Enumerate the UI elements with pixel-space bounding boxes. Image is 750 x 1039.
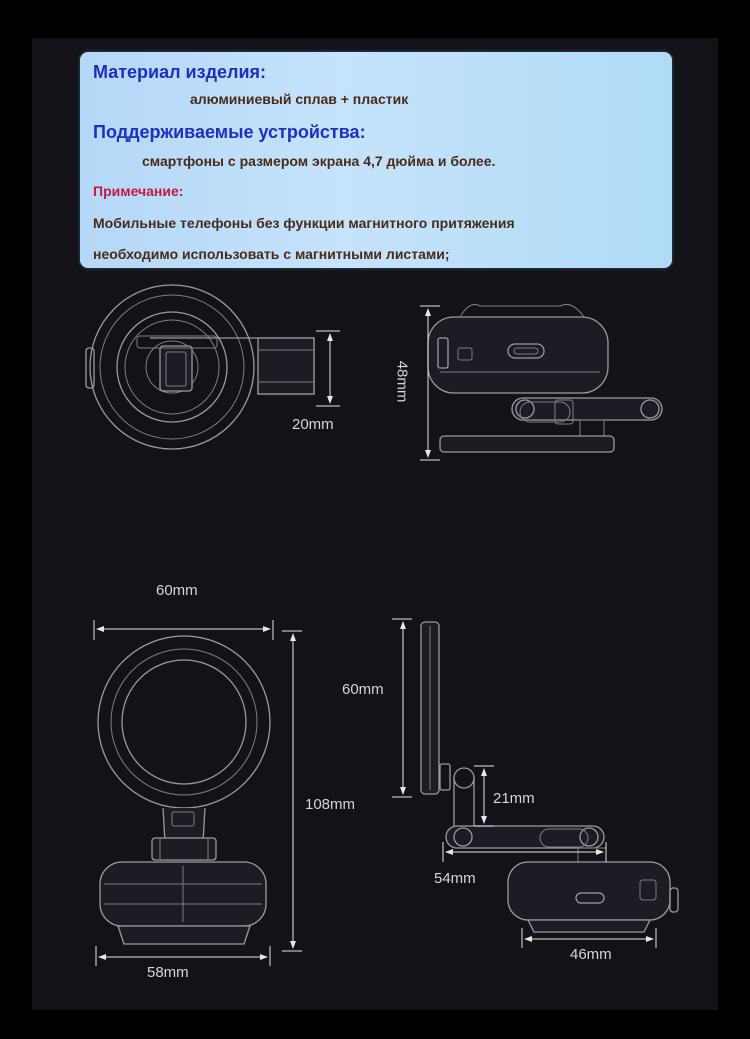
dim-label-front-base-width: 58mm [147, 964, 189, 981]
dim-label-side-height: 48mm [393, 360, 411, 403]
dim-label-profile-plate-height: 60mm [342, 681, 384, 698]
dim-label-top-width: 20mm [292, 416, 334, 433]
dim-label-profile-arm-length: 54mm [434, 870, 476, 887]
note-line-1: Мобильные телефоны без функции магнитного притяжения [93, 215, 515, 231]
front-view-dim-58mm [96, 946, 270, 966]
profile-view-dim-21mm [474, 766, 494, 826]
note-line-2: необходимо использовать с магнитными листами; [93, 246, 450, 262]
material-heading: Материал изделия: [93, 62, 267, 82]
front-view-dim-60mm [94, 620, 273, 640]
note-heading: Примечание: [93, 183, 184, 199]
top-view-drawing [86, 285, 314, 449]
profile-view-dim-60mm [392, 619, 412, 797]
dim-label-profile-hinge-height: 21mm [493, 790, 535, 807]
devices-value: смартфоны с размером экрана 4,7 дюйма и более. [142, 153, 496, 169]
dim-label-profile-base-width: 46mm [570, 946, 612, 963]
top-view-dim-20mm [316, 331, 340, 406]
dim-label-front-total-height: 108mm [305, 796, 356, 813]
side-view-drawing [428, 304, 662, 452]
material-value: алюминиевый сплав + пластик [190, 91, 409, 107]
front-view-drawing [98, 636, 270, 944]
front-view-dim-108mm [282, 631, 302, 951]
devices-heading: Поддерживаемые устройства: [93, 122, 366, 142]
dim-label-front-ring-width: 60mm [156, 582, 198, 599]
